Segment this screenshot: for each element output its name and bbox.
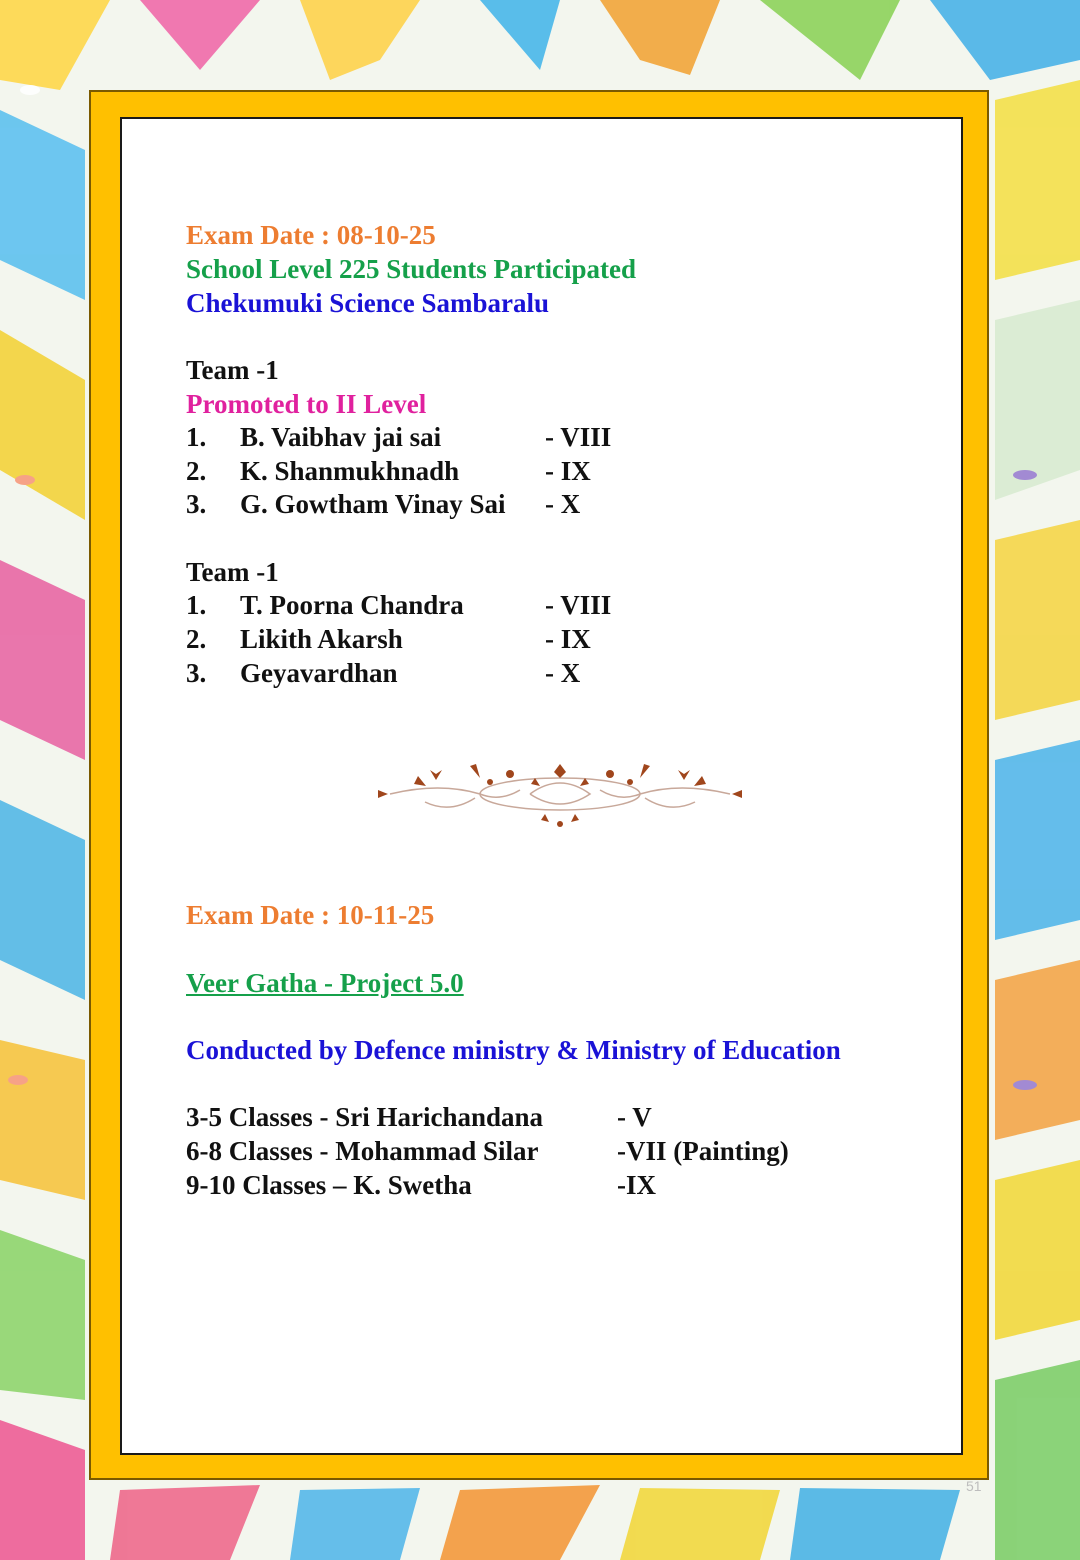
winner-label: 6-8 Classes - Mohammad Silar (186, 1136, 539, 1166)
table-row (0, 1134, 1080, 1168)
list-item (0, 588, 1080, 622)
list-item (0, 454, 1080, 488)
student-class: - X (545, 658, 581, 688)
list-number: 1. (186, 590, 207, 620)
list-number: 2. (186, 456, 207, 486)
student-class: - VIII (545, 422, 612, 452)
student-name: K. Shanmukhnadh (240, 456, 460, 486)
table-row (0, 1100, 1080, 1134)
list-item (0, 622, 1080, 656)
page-number: 51 (966, 1478, 982, 1494)
project-title: Veer Gatha - Project 5.0 (186, 968, 464, 998)
ornament-divider-icon (330, 752, 790, 836)
list-item (0, 656, 1080, 690)
list-number: 1. (186, 422, 207, 452)
team-b-title: Team -1 (186, 557, 279, 587)
student-name: Geyavardhan (240, 658, 398, 688)
list-number: 3. (186, 489, 207, 519)
student-name: T. Poorna Chandra (240, 590, 464, 620)
winner-label: 9-10 Classes – K. Swetha (186, 1170, 472, 1200)
winner-class: - V (617, 1102, 652, 1132)
student-class: - X (545, 489, 581, 519)
student-class: - IX (545, 456, 591, 486)
exam-date-1: Exam Date : 08-10-25 (186, 220, 436, 250)
student-class: - VIII (545, 590, 612, 620)
list-item (0, 420, 1080, 454)
exam-date-2: Exam Date : 10-11-25 (186, 900, 435, 930)
team-a-title: Team -1 (186, 355, 279, 385)
team-a-status: Promoted to II Level (186, 389, 427, 419)
student-class: - IX (545, 624, 591, 654)
event-title: Chekumuki Science Sambaralu (186, 288, 550, 318)
student-name: B. Vaibhav jai sai (240, 422, 442, 452)
student-name: Likith Akarsh (240, 624, 403, 654)
list-number: 3. (186, 658, 207, 688)
winner-class: -VII (Painting) (617, 1136, 789, 1166)
winner-label: 3-5 Classes - Sri Harichandana (186, 1102, 544, 1132)
participation-line: School Level 225 Students Participated (186, 254, 636, 284)
list-item (0, 487, 1080, 521)
conducted-by: Conducted by Defence ministry & Ministry of Education (186, 1035, 841, 1065)
winner-class: -IX (617, 1170, 656, 1200)
student-name: G. Gowtham Vinay Sai (240, 489, 506, 519)
list-number: 2. (186, 624, 207, 654)
table-row (0, 1168, 1080, 1202)
